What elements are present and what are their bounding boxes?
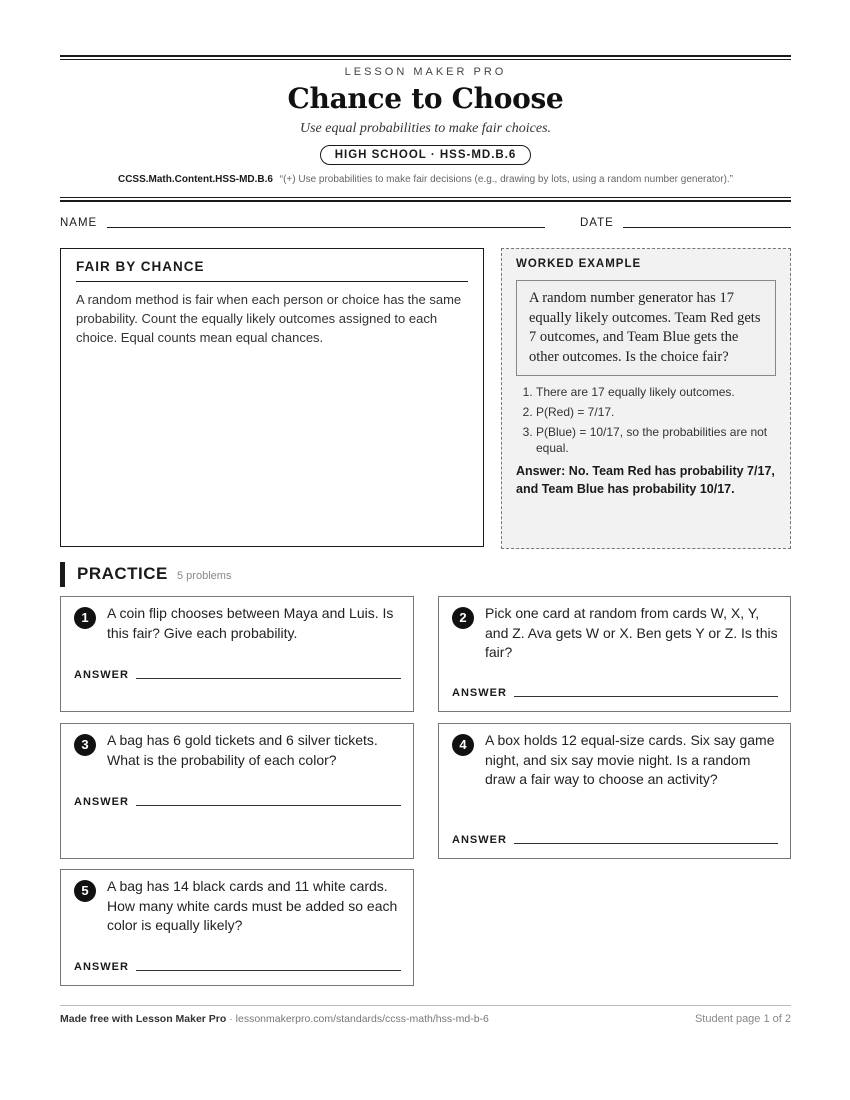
answer-field[interactable] xyxy=(514,696,778,697)
footer-credit xyxy=(60,1013,489,1025)
practice-heading: PRACTICE xyxy=(77,564,168,583)
concept-box xyxy=(60,248,484,547)
answer-label: ANSWER xyxy=(74,796,129,808)
worked-example-steps xyxy=(516,384,776,456)
footer-rule xyxy=(60,1005,791,1006)
standard-text: “(+) Use probabilities to make fair decisions (e.g., drawing by lots, using a random number generator).” xyxy=(279,174,734,185)
worked-example-title: WORKED EXAMPLE xyxy=(516,258,642,270)
footer-url: · lessonmakerpro.com/standards/ccss-math/hss-md-b-6 xyxy=(226,1013,489,1025)
problem-text: Pick one card at random from cards W, X, Y, and Z. Ava gets W or X. Ben gets Y or Z. Is this fair? xyxy=(485,605,778,660)
problem-card-5 xyxy=(60,869,414,986)
worked-example-problem: A random number generator has 17 equally likely outcomes. Team Red gets 7 outcomes, and Team Blue gets the other outcomes. Is the choice fair? xyxy=(516,280,776,376)
answer-label: ANSWER xyxy=(74,669,129,681)
name-label: NAME xyxy=(60,217,98,229)
problem-number: 5 xyxy=(74,880,96,902)
problem-number: 3 xyxy=(74,734,96,756)
answer-label: ANSWER xyxy=(452,834,507,846)
date-label: DATE xyxy=(580,217,614,229)
header-bottom-rule xyxy=(60,200,791,202)
brand-name: LESSON MAKER PRO xyxy=(344,66,507,78)
practice-count: 5 problems xyxy=(177,570,232,582)
problem-card-1 xyxy=(60,596,414,712)
header-top-rule-thin xyxy=(60,59,791,60)
concept-text: A random method is fair when each person or choice has the same probability. Count the equally likely outcomes assigned to each choice. Equal counts mean equal chances. xyxy=(76,292,462,345)
grade-badge-wrap xyxy=(60,145,791,165)
header-top-rule xyxy=(60,55,791,57)
answer-field[interactable] xyxy=(136,678,401,679)
page-subtitle: Use equal probabilities to make fair choices. xyxy=(299,121,552,136)
problem-number: 2 xyxy=(452,607,474,629)
page-title: Chance to Choose xyxy=(287,82,564,115)
answer-label: ANSWER xyxy=(74,961,129,973)
practice-accent-bar xyxy=(60,562,65,587)
date-field[interactable] xyxy=(623,227,791,228)
footer-made-with: Made free with Lesson Maker Pro xyxy=(60,1013,227,1025)
answer-field[interactable] xyxy=(136,970,401,971)
worked-step: 2. P(Red) = 7/17. xyxy=(536,404,776,420)
problem-number: 1 xyxy=(74,607,96,629)
concept-title: FAIR BY CHANCE xyxy=(76,259,468,282)
problem-text: A bag has 6 gold tickets and 6 silver tickets. What is the probability of each color? xyxy=(107,732,378,768)
problem-number: 4 xyxy=(452,734,474,756)
worked-example-box xyxy=(501,248,791,549)
standard-line xyxy=(60,174,791,185)
header-bottom-rule-thin xyxy=(60,197,791,198)
problem-text: A box holds 12 equal-size cards. Six say game night, and six say movie night. Is a random draw a fair way to choose an activity? xyxy=(485,732,775,787)
problem-text: A coin flip chooses between Maya and Luis. Is this fair? Give each probability. xyxy=(107,605,394,641)
grade-badge: HIGH SCHOOL · HSS-MD.B.6 xyxy=(320,145,532,165)
answer-field[interactable] xyxy=(514,843,778,844)
worksheet-page xyxy=(60,0,791,1100)
footer-page-number: Student page 1 of 2 xyxy=(694,1013,791,1025)
worked-step: 1. There are 17 equally likely outcomes. xyxy=(536,384,776,400)
problem-text: A bag has 14 black cards and 11 white cards. How many white cards must be added so each color is equally likely? xyxy=(107,878,398,933)
problem-card-4 xyxy=(438,723,791,859)
standard-code: CCSS.Math.Content.HSS-MD.B.6 xyxy=(117,174,273,185)
answer-field[interactable] xyxy=(136,805,401,806)
problem-card-3 xyxy=(60,723,414,859)
worked-example-answer: Answer: No. Team Red has probability 7/17, and Team Blue has probability 10/17. xyxy=(516,464,775,496)
problem-card-2 xyxy=(438,596,791,712)
answer-label: ANSWER xyxy=(452,687,507,699)
name-field[interactable] xyxy=(107,227,545,228)
worked-step: 3. P(Blue) = 10/17, so the probabilities are not equal. xyxy=(536,424,776,456)
